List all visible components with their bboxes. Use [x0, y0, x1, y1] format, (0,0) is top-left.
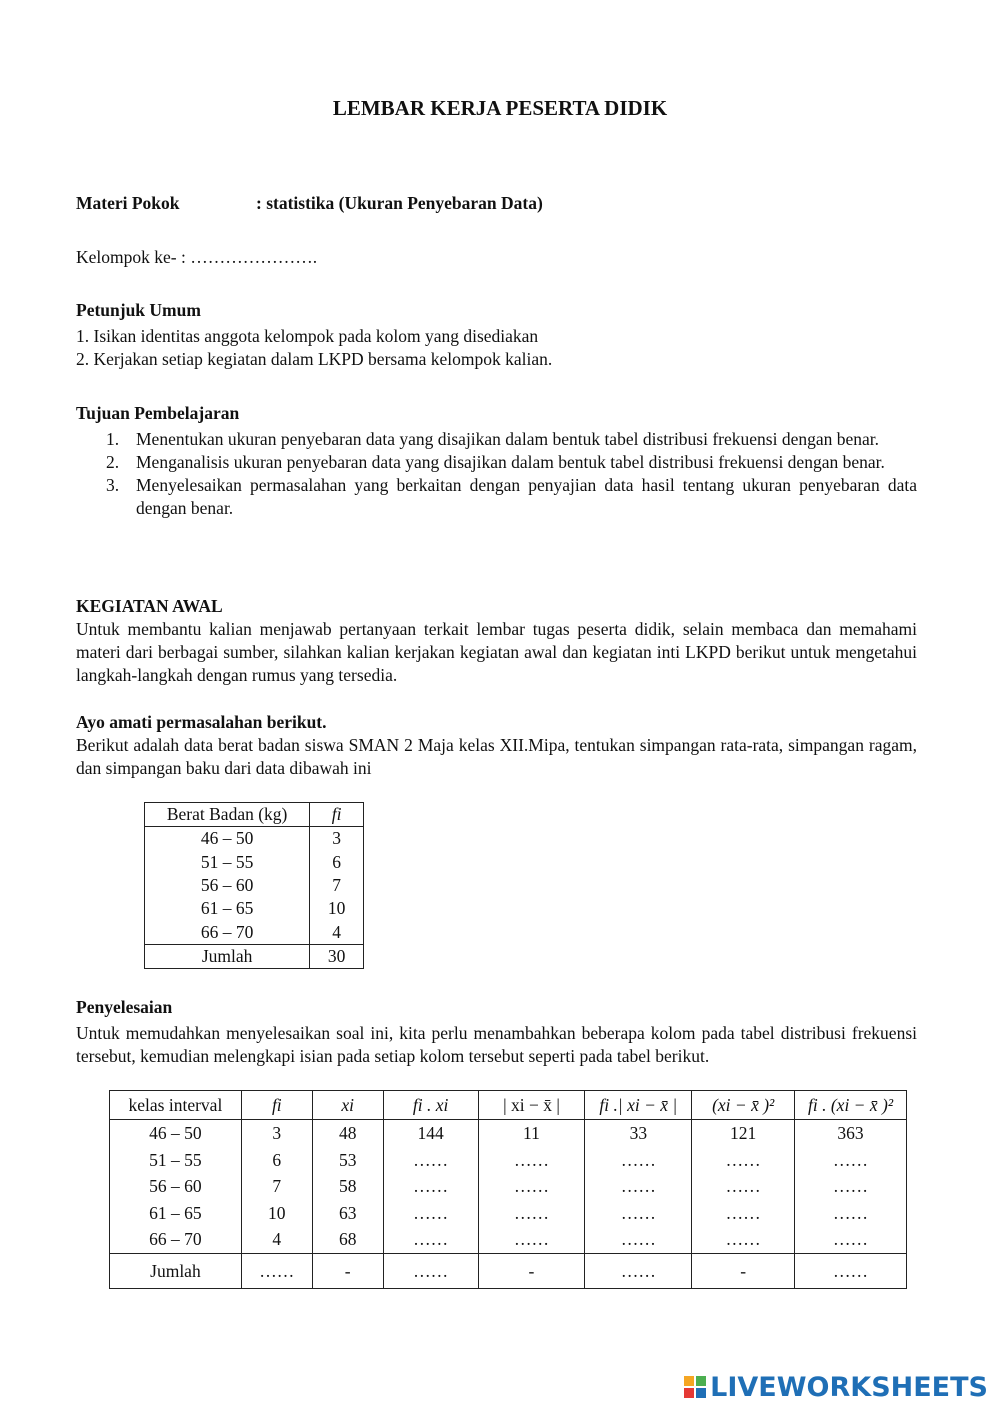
table-header-cell: fi . xi — [383, 1091, 478, 1120]
table-header-cell: fi — [241, 1091, 312, 1120]
table-cell: 63 — [312, 1200, 383, 1227]
tujuan-heading: Tujuan Pembelajaran — [76, 403, 240, 423]
table-header-cell: xi — [312, 1091, 383, 1120]
table-cell: …… — [795, 1253, 907, 1288]
table-cell: - — [312, 1253, 383, 1288]
brand-text: LIVEWORKSHEETS — [710, 1372, 988, 1403]
table-cell: …… — [478, 1200, 585, 1227]
petunjuk-heading: Petunjuk Umum — [76, 300, 201, 320]
table-header-cell: fi — [310, 803, 364, 827]
tujuan-item: 3. Menyelesaikan permasalahan yang berkaitan dengan penyajian data hasil tentang ukuran penyebaran data dengan benar. — [106, 475, 917, 518]
table-header-cell: (xi − x̄ )² — [692, 1091, 795, 1120]
table-header-row — [145, 803, 364, 827]
table-cell: 66 – 70 — [110, 1226, 242, 1253]
penyelesaian-text: Untuk memudahkan menyelesaikan soal ini, kita perlu menambahkan beberapa kolom pada tabel distribusi frekuensi tersebut, kemudian melengkapi isian pada setiap kolom tersebut seperti pada tabel berikut. — [76, 1023, 917, 1066]
table-cell: Jumlah — [145, 944, 310, 968]
table-header-cell: Berat Badan (kg) — [145, 803, 310, 827]
table-cell: 66 – 70 — [145, 920, 310, 944]
table-total-row — [145, 944, 364, 968]
table-cell: 61 – 65 — [110, 1200, 242, 1227]
table-cell: 46 – 50 — [110, 1120, 242, 1147]
table-row — [145, 851, 364, 874]
materi-label: Materi Pokok — [76, 193, 180, 213]
penyelesaian-table — [109, 1090, 907, 1289]
table-cell: 10 — [241, 1200, 312, 1227]
page-title: LEMBAR KERJA PESERTA DIDIK — [332, 96, 668, 120]
table-row — [110, 1200, 907, 1227]
kelompok-line: Kelompok ke- : …………………. — [76, 247, 318, 267]
table-total-row — [110, 1253, 907, 1288]
table-cell: 30 — [310, 944, 364, 968]
table-row — [145, 827, 364, 851]
liveworksheets-logo-icon — [684, 1376, 706, 1398]
table-cell: …… — [585, 1253, 692, 1288]
table-cell: …… — [478, 1173, 585, 1200]
ayo-text: Berikut adalah data berat badan siswa SMAN 2 Maja kelas XII.Mipa, tentukan simpangan rata-rata, simpangan ragam, dan simpangan baku dari data dibawah ini — [76, 735, 917, 778]
table-cell: - — [478, 1253, 585, 1288]
table-cell: 144 — [383, 1120, 478, 1147]
table-cell: 48 — [312, 1120, 383, 1147]
table-cell: 6 — [310, 851, 364, 874]
table-cell: …… — [585, 1173, 692, 1200]
table-cell: 7 — [310, 874, 364, 897]
table-cell: …… — [692, 1147, 795, 1174]
table-cell: …… — [383, 1147, 478, 1174]
table-cell: …… — [383, 1253, 478, 1288]
table-header-row — [110, 1091, 907, 1120]
table-cell: …… — [795, 1173, 907, 1200]
table-cell: 56 – 60 — [145, 874, 310, 897]
materi-value: : statistika (Ukuran Penyebaran Data) — [256, 193, 543, 213]
table-cell: …… — [692, 1226, 795, 1253]
table-cell: …… — [478, 1226, 585, 1253]
petunjuk-item-1: 1. Isikan identitas anggota kelompok pada kolom yang disediakan — [76, 326, 539, 346]
berat-badan-table — [144, 802, 364, 969]
liveworksheets-logo — [684, 1372, 988, 1403]
petunjuk-item-2: 2. Kerjakan setiap kegiatan dalam LKPD bersama kelompok kalian. — [76, 349, 553, 369]
ayo-heading: Ayo amati permasalahan berikut. — [76, 712, 327, 732]
table-cell: …… — [241, 1253, 312, 1288]
table-cell: 56 – 60 — [110, 1173, 242, 1200]
table-cell: 10 — [310, 897, 364, 920]
table-row — [145, 920, 364, 944]
table-cell: …… — [585, 1226, 692, 1253]
tujuan-item: 2. Menganalisis ukuran penyebaran data yang disajikan dalam bentuk tabel distribusi frekuensi dengan benar. — [106, 452, 885, 472]
table-row — [110, 1173, 907, 1200]
table-cell: …… — [795, 1226, 907, 1253]
tujuan-item: 1. Menentukan ukuran penyebaran data yang disajikan dalam bentuk tabel distribusi frekuensi dengan benar. — [106, 429, 880, 449]
table-cell: 121 — [692, 1120, 795, 1147]
table-row — [110, 1147, 907, 1174]
table-cell: …… — [383, 1173, 478, 1200]
table-cell: 51 – 55 — [110, 1147, 242, 1174]
table-header-cell: kelas interval — [110, 1091, 242, 1120]
table-cell: 4 — [310, 920, 364, 944]
table-cell: Jumlah — [110, 1253, 242, 1288]
table-cell: …… — [692, 1173, 795, 1200]
table-row — [145, 874, 364, 897]
table-cell: 58 — [312, 1173, 383, 1200]
tujuan-list — [76, 428, 917, 520]
table-cell: 363 — [795, 1120, 907, 1147]
table-cell: …… — [795, 1200, 907, 1227]
table-cell: 61 – 65 — [145, 897, 310, 920]
table-cell: …… — [585, 1200, 692, 1227]
table-cell: …… — [585, 1147, 692, 1174]
table-header-cell: fi .| xi − x̄ | — [585, 1091, 692, 1120]
table-header-cell: | xi − x̄ | — [478, 1091, 585, 1120]
table-cell: …… — [383, 1226, 478, 1253]
table-cell: 11 — [478, 1120, 585, 1147]
table-cell: - — [692, 1253, 795, 1288]
kegiatan-text: Untuk membantu kalian menjawab pertanyaan terkait lembar tugas peserta didik, selain membaca dan memahami materi dari berbagai sumber, silahkan kalian kerjakan kegiatan awal dan kegiatan inti LKPD berikut untuk mengetahui langkah-langkah dengan rumus yang tersedia. — [76, 619, 917, 685]
table-header-cell: fi . (xi − x̄ )² — [795, 1091, 907, 1120]
table-cell: …… — [795, 1147, 907, 1174]
table-cell: …… — [478, 1147, 585, 1174]
table-row — [145, 897, 364, 920]
table-cell: 53 — [312, 1147, 383, 1174]
table-cell: 4 — [241, 1226, 312, 1253]
table-cell: 68 — [312, 1226, 383, 1253]
table-cell: 3 — [241, 1120, 312, 1147]
table-row — [110, 1120, 907, 1147]
table-cell: …… — [692, 1200, 795, 1227]
table-cell: …… — [383, 1200, 478, 1227]
table-row — [110, 1226, 907, 1253]
table-cell: 51 – 55 — [145, 851, 310, 874]
table-cell: 6 — [241, 1147, 312, 1174]
table-cell: 33 — [585, 1120, 692, 1147]
table-cell: 7 — [241, 1173, 312, 1200]
table-cell: 3 — [310, 827, 364, 851]
penyelesaian-heading: Penyelesaian — [76, 997, 173, 1017]
kegiatan-heading: KEGIATAN AWAL — [76, 596, 223, 616]
table-cell: 46 – 50 — [145, 827, 310, 851]
